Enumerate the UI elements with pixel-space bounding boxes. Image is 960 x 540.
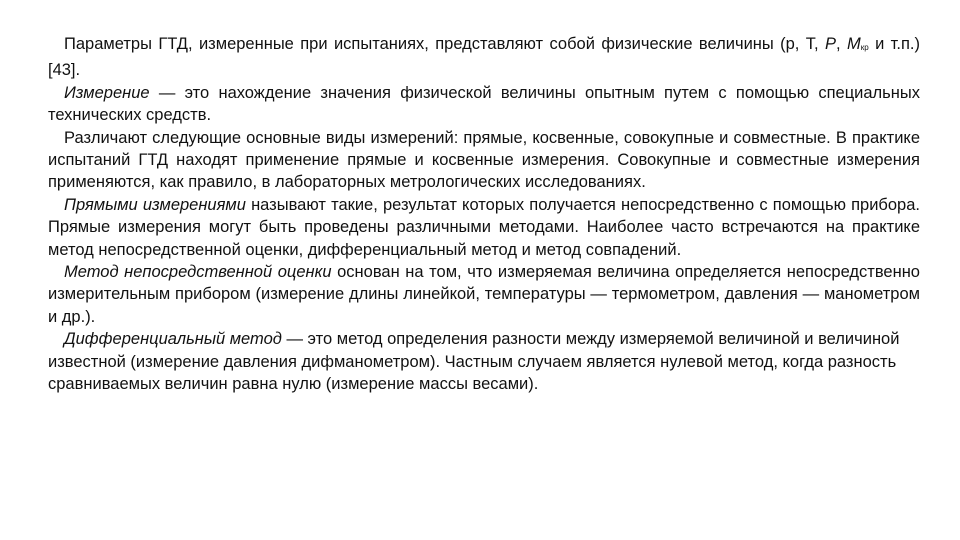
paragraph-text: называют такие, результат которых получается непосредственно с помощью прибора. Прямые измерения могут быть проведены различными методами. Наиболее часто встречаются на практике метод непосредственной оценки, дифференциальный метод и метод совпадений. [48,195,920,259]
paragraph-text: — это нахождение значения физической величины опытным путем с помощью специальных технических средств. [48,83,920,125]
paragraph-measurement-definition [48,82,920,127]
paragraph-measurement-types [48,127,920,194]
symbol-pressure: P [825,35,837,53]
symbol-torque: M [846,35,861,53]
paragraph-text: Различают следующие основные виды измерений: прямые, косвенные, совокупные и совместные. В практике испытаний ГТД находят применение прямые и косвенные измерения. Совокупные и совместные измерения применяются, как правило, в лабораторных метрологических исследованиях. [48,128,920,192]
paragraph-text: Параметры ГТД, измеренные при испытаниях, представляют собой физические величины (р, Т, [64,35,825,53]
paragraph-direct-evaluation-method [48,261,920,328]
symbol-subscript: кр [860,43,869,52]
document-body [48,33,920,396]
paragraph-direct-measurements [48,194,920,261]
term-direct-measurements: Прямыми измерениями [64,195,246,214]
paragraph-text: и т.п.) [43]. [48,35,920,80]
paragraph-text: , [836,35,847,53]
paragraph-text: — это метод определения разности между измеряемой величиной и величиной известной (измерение давления дифманометром). Частным случаем является нулевой метод, когда разность сравниваемых величин равна нулю (измерение массы весами). [48,330,900,394]
term-direct-evaluation-method: Метод непосредственной оценки [64,263,332,282]
paragraph-differential-method [48,328,920,395]
term-measurement: Измерение [64,83,150,102]
term-differential-method: Дифференциальный метод [64,330,282,349]
paragraph-text: основан на том, что измеряемая величина определяется непосредственно измерительным прибором (измерение длины линейкой, температуры — термометром, давления — манометром и др.). [48,263,920,326]
paragraph-gtd-parameters [48,33,920,82]
